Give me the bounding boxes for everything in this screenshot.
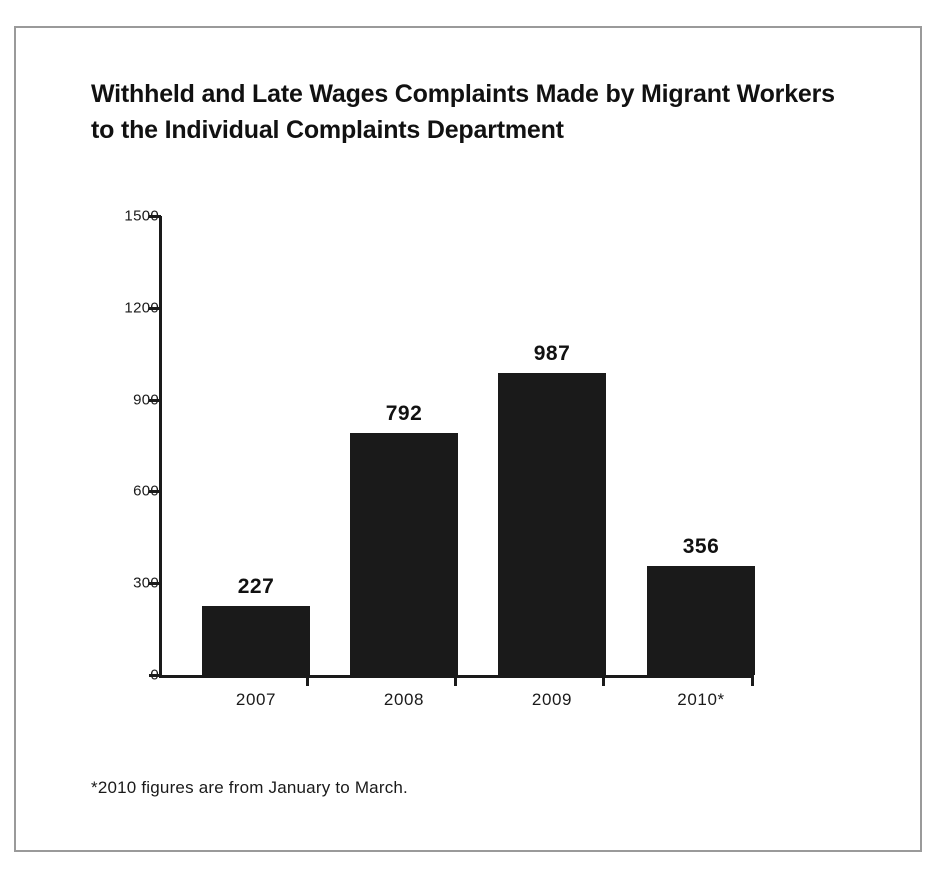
bar-group-2010 xyxy=(647,216,755,675)
chart-footnote: *2010 figures are from January to March. xyxy=(91,778,408,797)
chart-title: Withheld and Late Wages Complaints Made by Migrant Workers to the Individual Complaints Department xyxy=(91,80,835,145)
bar-group-2007 xyxy=(202,216,310,675)
bar-value-label: 987 xyxy=(533,342,571,365)
y-tick-label: 1200 xyxy=(124,299,159,317)
x-category-label-2010: 2010* xyxy=(677,690,725,709)
x-tick-mark xyxy=(306,675,309,686)
plot-area xyxy=(91,198,851,718)
x-category-label-2008: 2008 xyxy=(383,690,425,709)
bar-2009[interactable] xyxy=(498,373,606,675)
x-category-label-2007: 2007 xyxy=(235,690,277,709)
y-tick-label: 600 xyxy=(133,482,159,500)
bar-value-label: 792 xyxy=(385,402,423,425)
bar-value-label: 356 xyxy=(682,535,720,558)
bar-2007[interactable] xyxy=(202,606,310,675)
bar-value-label: 227 xyxy=(237,575,275,598)
y-tick-label: 300 xyxy=(133,574,159,592)
bar-group-2008 xyxy=(350,216,458,675)
y-tick-label: 1500 xyxy=(124,207,159,225)
bar-group-2009 xyxy=(498,216,606,675)
x-tick-mark xyxy=(602,675,605,686)
figure-border xyxy=(14,26,922,852)
y-tick-label: 0 xyxy=(150,666,159,684)
x-tick-mark xyxy=(454,675,457,686)
bar-2008[interactable] xyxy=(350,433,458,675)
bar-2010[interactable] xyxy=(647,566,755,675)
y-tick-label: 900 xyxy=(133,391,159,409)
x-tick-mark xyxy=(751,675,754,686)
bars-layer xyxy=(162,216,754,675)
x-category-label-2009: 2009 xyxy=(531,690,573,709)
